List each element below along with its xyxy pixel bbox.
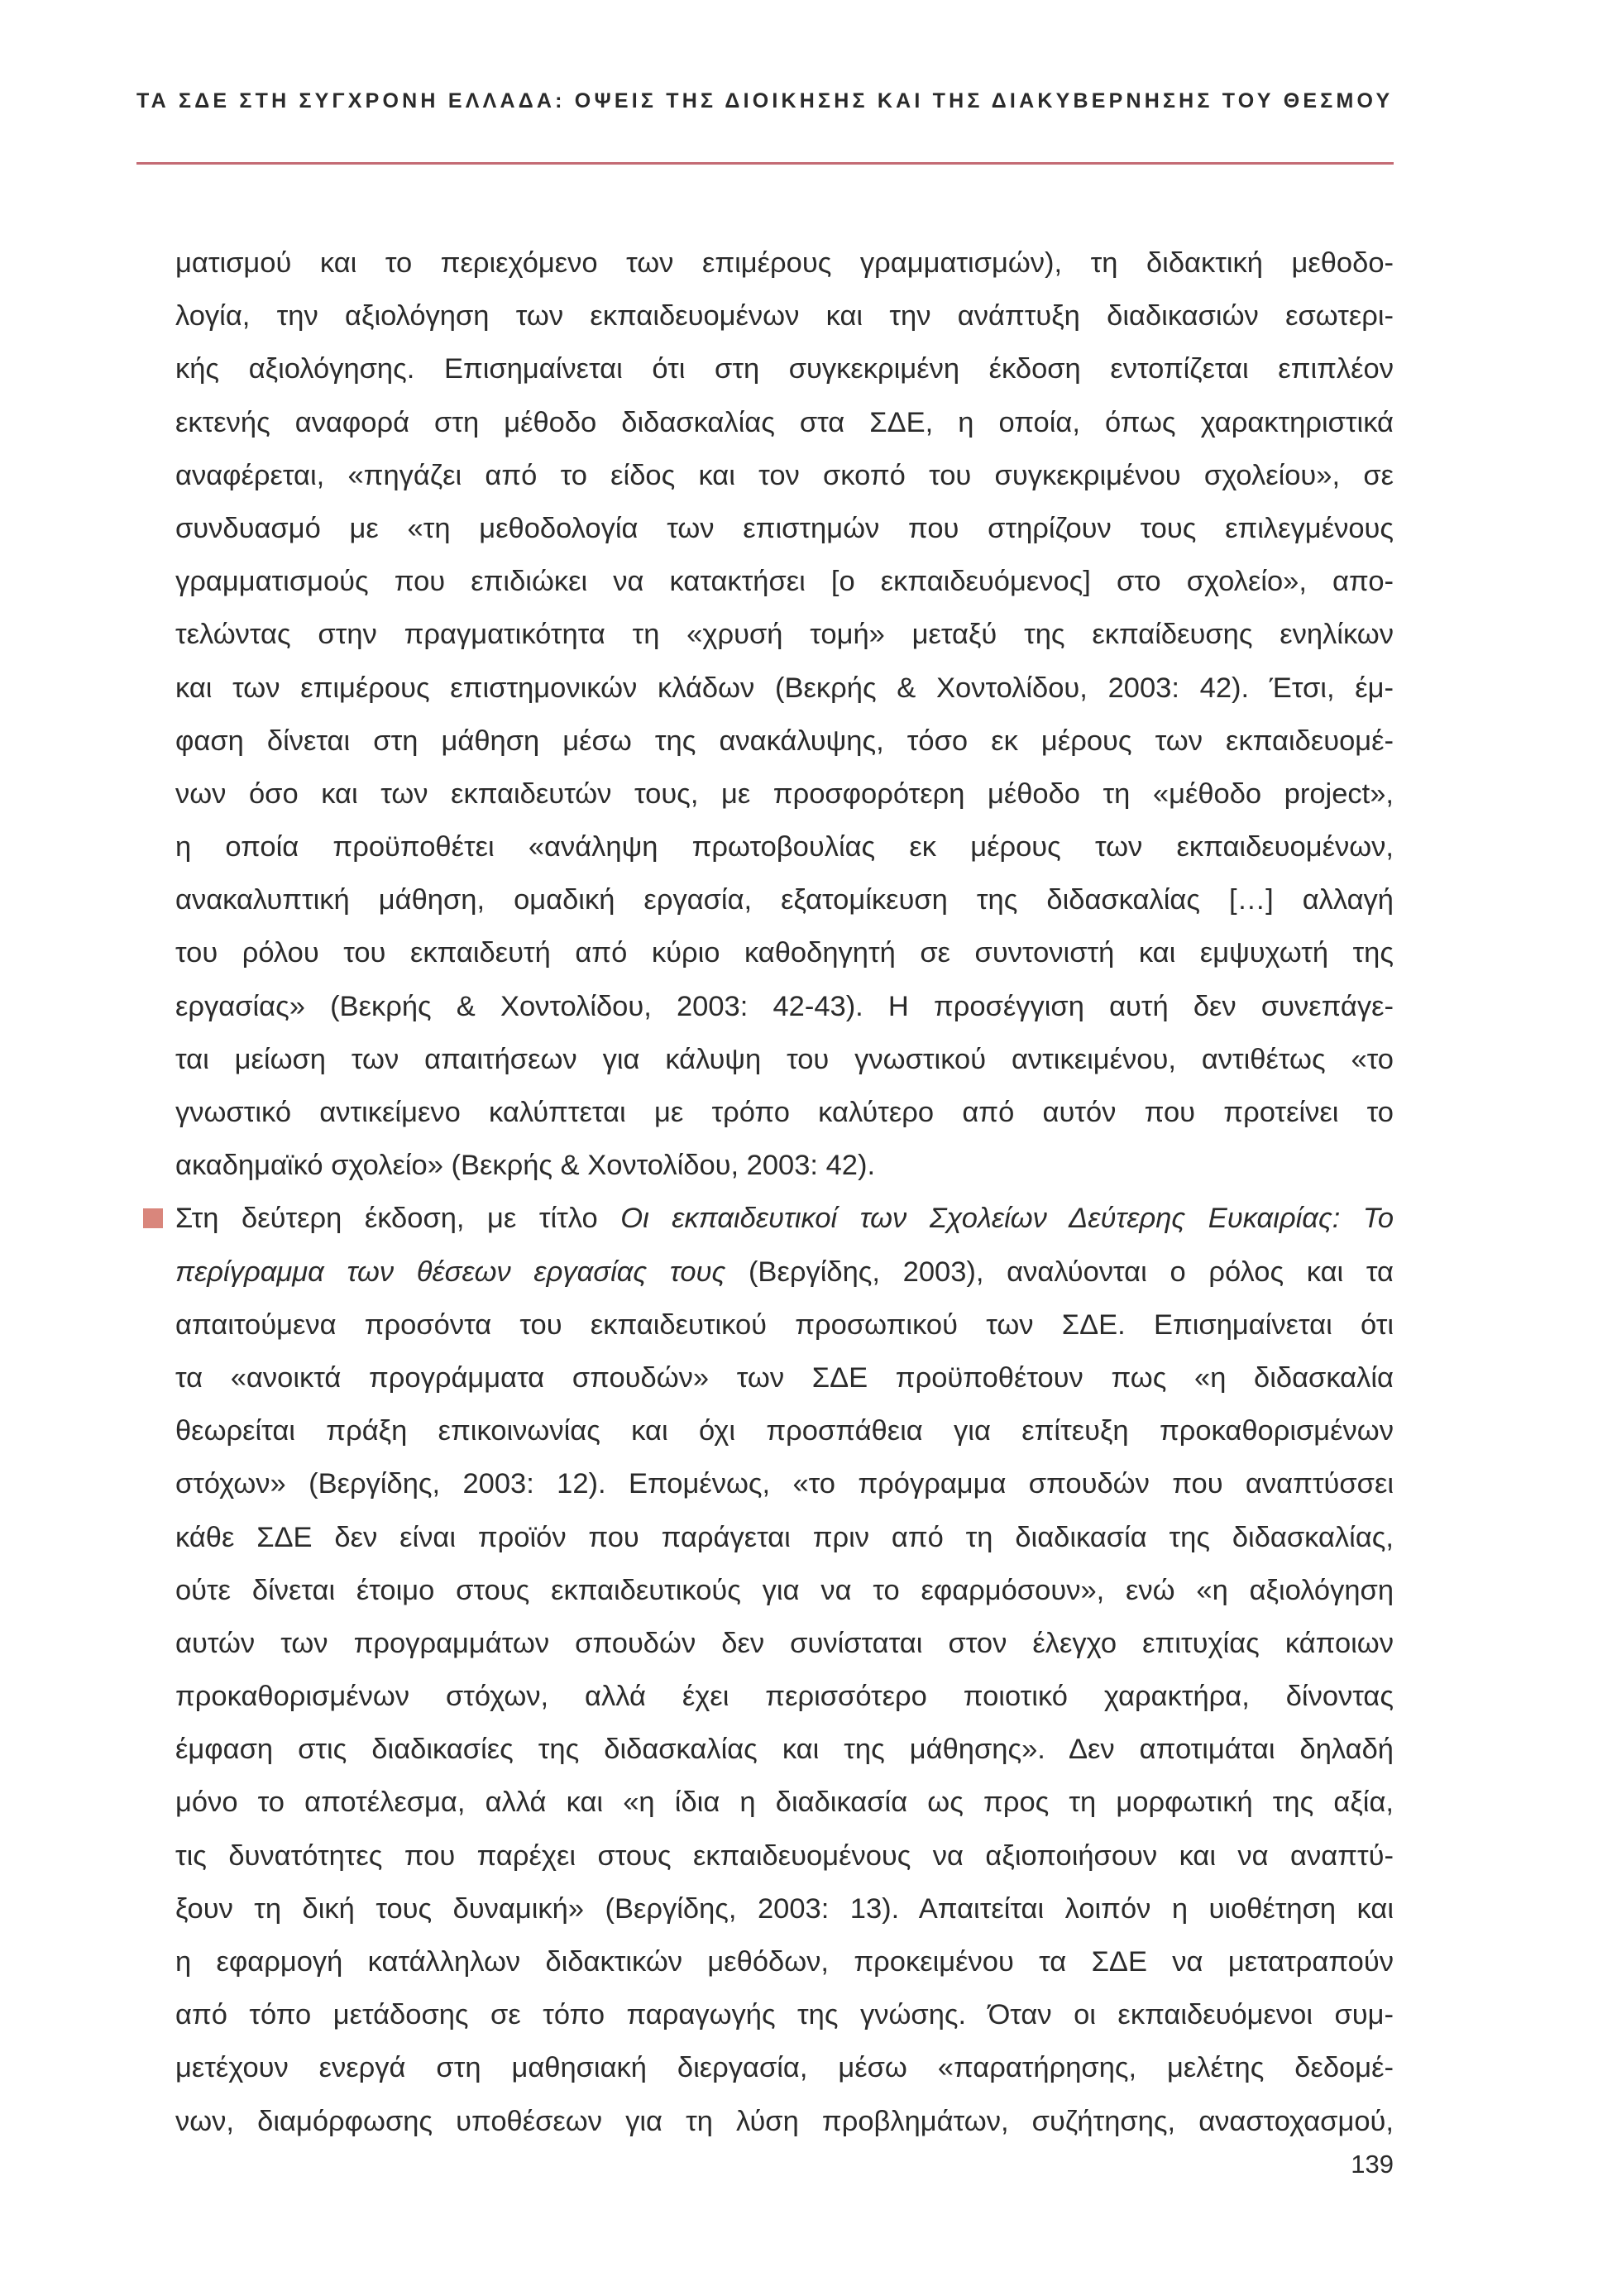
- text-line: ξουν τη δική τους δυναμική» (Βεργίδης, 2003: 13). Απαιτείται λοιπόν η υιοθέτηση και: [175, 1892, 1394, 1925]
- text-line: στόχων» (Βεργίδης, 2003: 12). Επομένως, «το πρόγραμμα σπουδών που αναπτύσσει: [175, 1468, 1394, 1500]
- text-line: του ρόλου του εκπαιδευτή από κύριο καθοδηγητή σε συντονιστή και εμψυχωτή της: [175, 937, 1394, 969]
- text-line: εργασίας» (Βεκρής & Χοντολίδου, 2003: 42-43). Η προσέγγιση αυτή δεν συνεπάγε-: [175, 990, 1394, 1022]
- text-line: αυτών των προγραμμάτων σπουδών δεν συνίσταται στον έλεγχο επιτυχίας κάποιων: [175, 1627, 1394, 1659]
- book-title: περίγραμμα των θέσεων εργασίας τους: [175, 1256, 726, 1288]
- paragraph-2: [175, 1192, 1394, 2147]
- text-line: η οποία προϋποθέτει «ανάληψη πρωτοβουλίας εκ μέρους των εκπαιδευομένων,: [175, 831, 1394, 863]
- text-line: ματισμού και το περιεχόμενο των επιμέρους γραμματισμών), τη διδακτική μεθοδο-: [175, 247, 1394, 279]
- text-line: νων όσο και των εκπαιδευτών τους, με προσφορότερη μέθοδο τη «μέθοδο project»,: [175, 777, 1394, 810]
- text-line: νων, διαμόρφωσης υποθέσεων για τη λύση προβλημάτων, συζήτησης, αναστοχασμού,: [175, 2105, 1394, 2137]
- text-segment: Στη δεύτερη έκδοση, με τίτλο: [175, 1203, 621, 1235]
- page-number: 139: [1351, 2150, 1394, 2179]
- text-line: γραμματισμούς που επιδιώκει να κατακτήσει [ο εκπαιδευόμενος] στο σχολείο», απο-: [175, 566, 1394, 598]
- book-title: Οι εκπαιδευτικοί των Σχολείων Δεύτερης Ευκαιρίας: Το: [620, 1203, 1394, 1235]
- text-segment: (Βεργίδης, 2003), αναλύονται ο ρόλος και τα: [725, 1256, 1394, 1288]
- bullet-square-icon: [143, 1208, 163, 1228]
- text-line: απαιτούμενα προσόντα του εκπαιδευτικού προσωπικού των ΣΔΕ. Επισημαίνεται ότι: [175, 1308, 1394, 1341]
- text-line: μετέχουν ενεργά στη μαθησιακή διεργασία, μέσω «παρατήρησης, μελέτης δεδομέ-: [175, 2052, 1394, 2084]
- text-line: και των επιμέρους επιστημονικών κλάδων (Βεκρής & Χοντολίδου, 2003: 42). Έτσι, έμ-: [175, 672, 1394, 704]
- text-line: κής αξιολόγησης. Επισημαίνεται ότι στη συγκεκριμένη έκδοση εντοπίζεται επιπλέον: [175, 353, 1394, 385]
- text-line: ούτε δίνεται έτοιμο στους εκπαιδευτικούς για να το εφαρμόσουν», ενώ «η αξιολόγηση: [175, 1574, 1394, 1606]
- text-line: φαση δίνεται στη μάθηση μέσω της ανακάλυψης, τόσο εκ μέρους των εκπαιδευομέ-: [175, 725, 1394, 757]
- running-header: ΤΑ ΣΔΕ ΣΤΗ ΣΥΓΧΡΟΝΗ ΕΛΛΑΔΑ: ΟΨΕΙΣ ΤΗΣ ΔΙΟΙΚΗΣΗΣ ΚΑΙ ΤΗΣ ΔΙΑΚΥΒΕΡΝΗΣΗΣ ΤΟΥ ΘΕΣΜΟΥ: [136, 89, 1394, 112]
- text-line: από τόπο μετάδοσης σε τόπο παραγωγής της γνώσης. Όταν οι εκπαιδευόμενοι συμ-: [175, 1999, 1394, 2031]
- text-line: γνωστικό αντικείμενο καλύπτεται με τρόπο καλύτερο από αυτόν που προτείνει το: [175, 1097, 1394, 1128]
- text-line: ανακαλυπτική μάθηση, ομαδική εργασία, εξατομίκευση της διδασκαλίας […] αλλαγή: [175, 884, 1394, 916]
- text-line: [175, 1246, 1394, 1299]
- text-line: τις δυνατότητες που παρέχει στους εκπαιδευομένους να αξιοποιήσουν και να αναπτύ-: [175, 1839, 1394, 1872]
- bullet-line: [175, 1192, 1394, 1245]
- text-line: μόνο το αποτέλεσμα, αλλά και «η ίδια η διαδικασία ως προς τη μορφωτική της αξία,: [175, 1787, 1394, 1819]
- header-divider: [136, 162, 1394, 165]
- text-line: λογία, την αξιολόγηση των εκπαιδευομένων και την ανάπτυξη διαδικασιών εσωτερι-: [175, 300, 1394, 332]
- text-line: η εφαρμογή κατάλληλων διδακτικών μεθόδων, προκειμένου τα ΣΔΕ να μετατραπούν: [175, 1946, 1394, 1978]
- text-line: θεωρείται πράξη επικοινωνίας και όχι προσπάθεια για επίτευξη προκαθορισμένων: [175, 1415, 1394, 1447]
- text-line: τα «ανοικτά προγράμματα σπουδών» των ΣΔΕ προϋποθέτουν πως «η διδασκαλία: [175, 1361, 1394, 1394]
- text-line: τελώντας στην πραγματικότητα τη «χρυσή τομή» μεταξύ της εκπαίδευσης ενηλίκων: [175, 619, 1394, 651]
- text-line: συνδυασμό με «τη μεθοδολογία των επιστημών που στηρίζουν τους επιλεγμένους: [175, 512, 1394, 544]
- text-line: κάθε ΣΔΕ δεν είναι προϊόν που παράγεται πριν από τη διαδικασία της διδασκαλίας,: [175, 1521, 1394, 1553]
- page-body: [175, 237, 1394, 2148]
- text-line: εκτενής αναφορά στη μέθοδο διδασκαλίας στα ΣΔΕ, η οποία, όπως χαρακτηριστικά: [175, 406, 1394, 438]
- paragraph-1: [175, 237, 1394, 1192]
- text-line: προκαθορισμένων στόχων, αλλά έχει περισσότερο ποιοτικό χαρακτήρα, δίνοντας: [175, 1681, 1394, 1713]
- text-line: ακαδημαϊκό σχολείο» (Βεκρής & Χοντολίδου, 2003: 42).: [175, 1150, 876, 1182]
- text-line: αναφέρεται, «πηγάζει από το είδος και τον σκοπό του συγκεκριμένου σχολείου», σε: [175, 459, 1394, 491]
- text-line: ται μείωση των απαιτήσεων για κάλυψη του γνωστικού αντικειμένου, αντιθέτως «το: [175, 1043, 1394, 1075]
- text-line: έμφαση στις διαδικασίες της διδασκαλίας και της μάθησης». Δεν αποτιμάται δηλαδή: [175, 1734, 1394, 1766]
